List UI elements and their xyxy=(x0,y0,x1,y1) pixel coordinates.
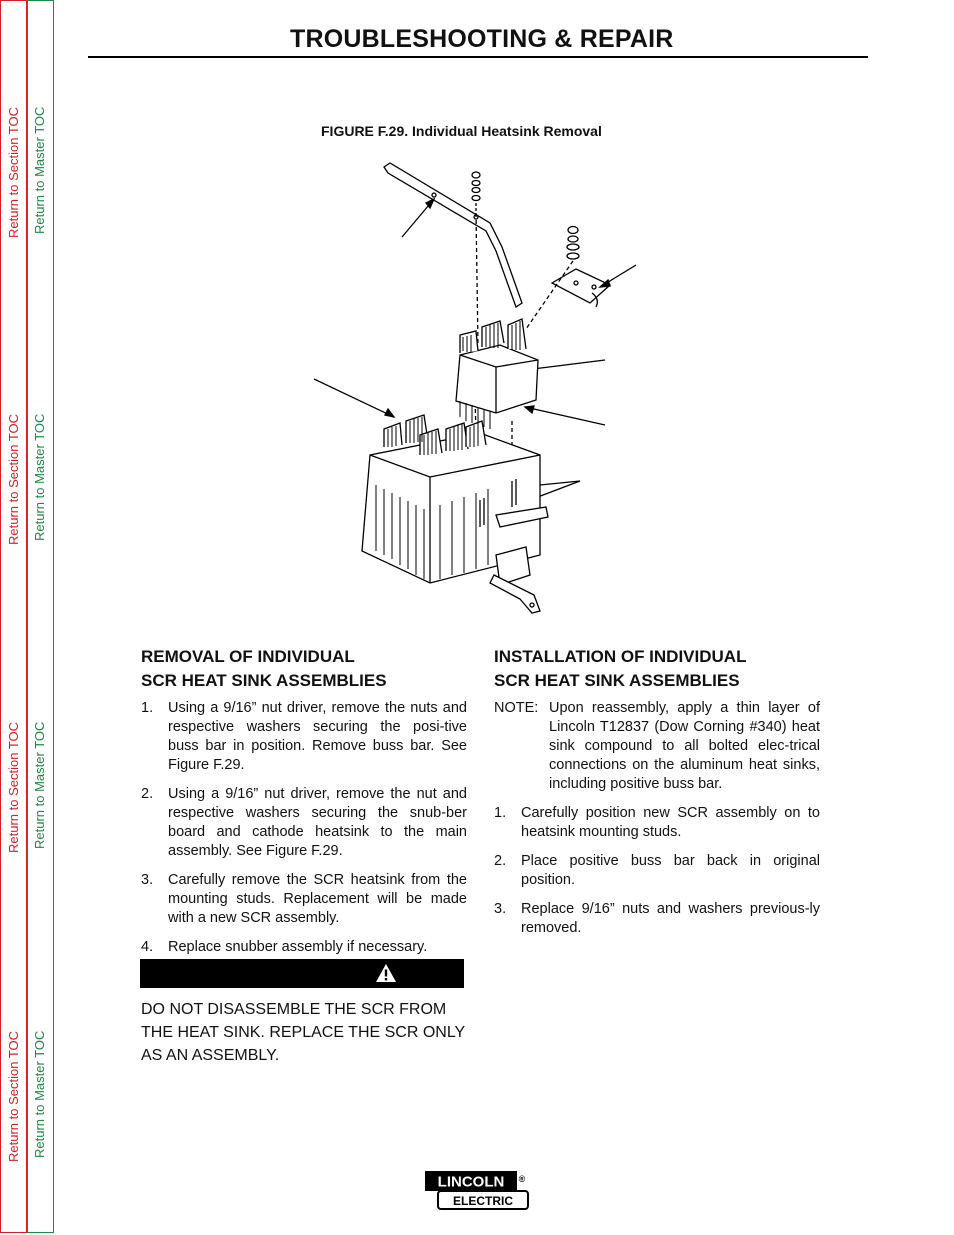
logo-registered-mark: ® xyxy=(518,1174,526,1184)
installation-step xyxy=(494,900,820,938)
caution-banner xyxy=(140,959,464,988)
installation-heading-line2: SCR HEAT SINK ASSEMBLIES xyxy=(494,671,740,690)
sidebar-nav xyxy=(0,0,54,1235)
return-to-master-toc-link-1[interactable]: Return to Master TOC xyxy=(32,106,47,234)
installation-note xyxy=(494,699,820,794)
step-text: Replace 9/16” nuts and washers previous-ly removed. xyxy=(521,901,820,936)
caution-text: DO NOT DISASSEMBLE THE SCR FROM THE HEAT SINK. REPLACE THE SCR ONLY AS AN ASSEMBLY. xyxy=(141,1001,465,1064)
return-to-section-toc-link-4[interactable]: Return to Section TOC xyxy=(6,1030,21,1162)
step-number: 1. xyxy=(494,805,507,821)
header-divider xyxy=(88,56,868,58)
installation-step xyxy=(494,852,820,890)
step-text: Place positive buss bar back in original position. xyxy=(521,853,820,888)
lincoln-electric-logo xyxy=(424,1170,530,1212)
removal-step xyxy=(141,785,467,861)
step-number: 4. xyxy=(141,939,154,955)
return-to-master-toc-link-3[interactable]: Return to Master TOC xyxy=(32,721,47,849)
removal-heading-line2: SCR HEAT SINK ASSEMBLIES xyxy=(141,671,387,690)
figure-caption: FIGURE F.29. Individual Heatsink Removal xyxy=(321,123,602,139)
step-text: Carefully position new SCR assembly on to heatsink mounting studs. xyxy=(521,805,820,840)
page-title: TROUBLESHOOTING & REPAIR xyxy=(290,25,674,53)
removal-heading xyxy=(141,645,467,693)
step-text: Using a 9/16” nut driver, remove the nuts and respective washers securing the posi-tive buss bar in position. Remove buss bar. See Figure F.29. xyxy=(168,700,467,773)
removal-heading-line1: REMOVAL OF INDIVIDUAL xyxy=(141,647,355,666)
note-label: NOTE: xyxy=(494,700,539,716)
removal-step xyxy=(141,699,467,775)
installation-heading xyxy=(494,645,820,693)
step-text: Carefully remove the SCR heatsink from the mounting studs. Replacement will be made with a new SCR assembly. xyxy=(168,872,467,926)
installation-step xyxy=(494,804,820,842)
logo-lincoln-text: LINCOLN xyxy=(437,1173,505,1191)
return-to-master-toc-link-2[interactable]: Return to Master TOC xyxy=(32,413,47,541)
removal-step xyxy=(141,871,467,928)
warning-icon xyxy=(375,963,397,983)
logo-electric-text: ELECTRIC xyxy=(453,1194,513,1208)
removal-section xyxy=(141,645,467,967)
installation-heading-line1: INSTALLATION OF INDIVIDUAL xyxy=(494,647,747,666)
return-to-master-toc-link-4[interactable]: Return to Master TOC xyxy=(32,1030,47,1158)
removal-step xyxy=(141,938,467,957)
step-text: Using a 9/16” nut driver, remove the nut and respective washers securing the snub-ber board and cathode heatsink to the main assembly. See Figure F.29. xyxy=(168,786,467,859)
heatsink-removal-illustration xyxy=(300,155,660,615)
step-number: 1. xyxy=(141,700,154,716)
return-to-section-toc-link-3[interactable]: Return to Section TOC xyxy=(6,721,21,853)
step-number: 2. xyxy=(494,853,507,869)
return-to-section-toc-link-1[interactable]: Return to Section TOC xyxy=(6,106,21,238)
step-number: 3. xyxy=(494,901,507,917)
note-text: Upon reassembly, apply a thin layer of Lincoln T12837 (Dow Corning #340) heat sink compound to all bolted elec-trical connections on the aluminum heat sinks, including positive buss bar. xyxy=(549,700,820,792)
step-number: 2. xyxy=(141,786,154,802)
installation-section xyxy=(494,645,820,948)
return-to-section-toc-link-2[interactable]: Return to Section TOC xyxy=(6,413,21,545)
step-text: Replace snubber assembly if necessary. xyxy=(168,939,428,955)
step-number: 3. xyxy=(141,872,154,888)
